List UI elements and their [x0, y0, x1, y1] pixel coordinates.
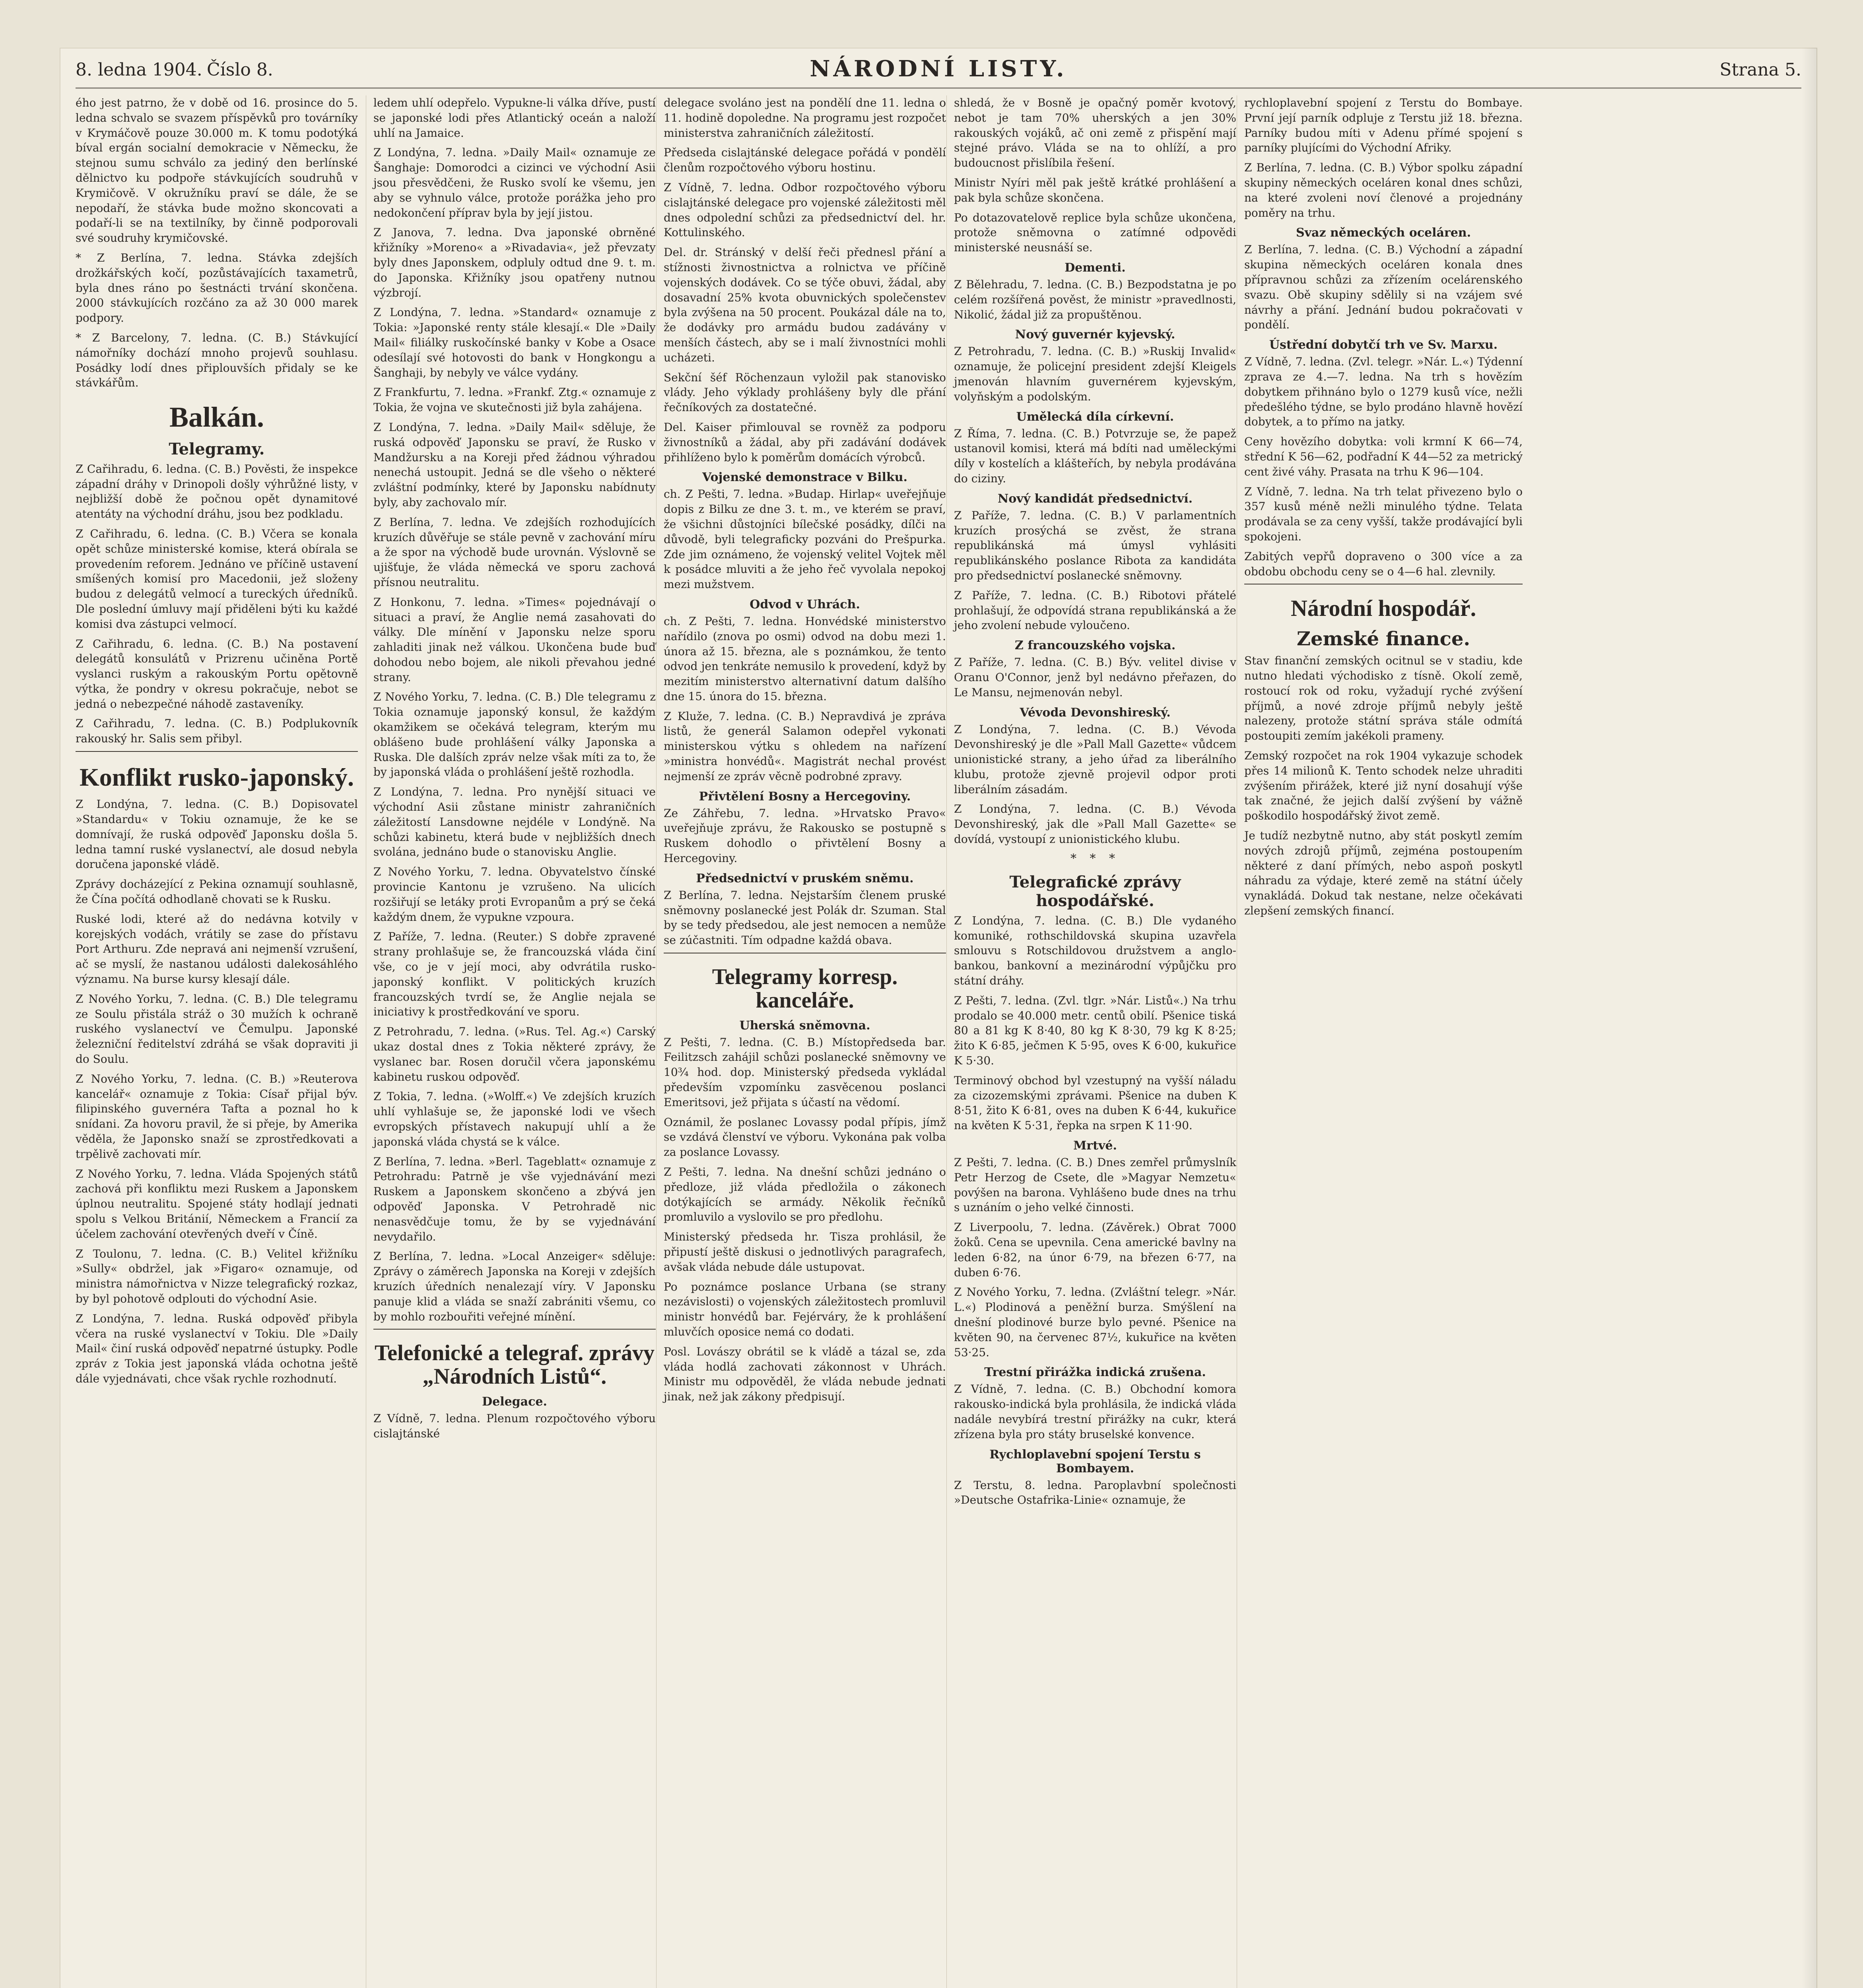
article-paragraph: Z Říma, 7. ledna. (C. B.) Potvrzuje se, že papež ustanovil komisi, která má bdíti nad uměleckými díly v kostelích a klášteřích, by nebyla prodávána do ciziny.: [954, 427, 1240, 485]
article-paragraph: Stav finanční zemských ocitnul se v stadiu, kde nutno hledati východisko z tísně. Okolí země, rostoucí rok od roku, vyžadují ryché zvýšení příjmů, a nové zdroje příjmů nebyly ještě nalezeny, protože státní správa stále odmítá postoupiti zemím jakékoli prameny.: [1244, 654, 1526, 743]
page-number: Strana 5.: [1719, 60, 1801, 80]
article-paragraph: Z Pešti, 7. ledna. (Zvl. tlgr. »Nár. Listů«.) Na trhu prodalo se 40.000 metr. centů obilí. Pšenice tiská 80 a 81 kg K 8·40, 80 kg K 8·30, 79 kg K 8·25; žito K 6·85, ječmen K 5·95, oves K 6·00, kukuřice K 5·30.: [954, 994, 1240, 1068]
issue-number: Číslo 8.: [207, 60, 273, 80]
article-paragraph: Z Pešti, 7. ledna. Na dnešní schůzi jednáno o předloze, již vláda předložila o zákonech dotýkajících se armády. Několik řečníků promluvilo a vyslovilo se pro předlohu.: [664, 1165, 950, 1224]
subsection-heading: Nový guvernér kyjevský.: [1015, 328, 1175, 342]
paper-edge-shadow: [1801, 48, 1817, 1988]
article-paragraph: Z Pešti, 7. ledna. (C. B.) Dnes zemřel průmyslník Petr Herzog de Csete, dle »Magyar Nemzetu« povýšen na barona. Vyhlášeno bude dnes na trhu s uznáním o jeho velké činnosti.: [954, 1156, 1240, 1214]
article-paragraph: Z Terstu, 8. ledna. Paroplavbní společnosti »Deutsche Ostafrika-Linie« oznamuje, že: [954, 1478, 1240, 1507]
subsection-heading: Delegace.: [482, 1394, 547, 1409]
article-paragraph: shledá, že v Bosně je opačný poměr kvotový, nebot je tam 70% uherských a jen 30% rakouských vojáků, ač oni země z přispění mají stejné právo. Vláda se na to ohlíží, a pro budoucnost přislíbila řešení.: [954, 96, 1240, 170]
article-paragraph: Z Tokia, 7. ledna. (»Wolff.«) Ve zdejších kruzích uhlí vyhlašuje se, že japonské lodi ve všech evropských přístavech nakupují uhlí a že japonská vláda chystá se k válce.: [373, 1090, 659, 1148]
article-paragraph: Z Berlína, 7. ledna. Nejstarším členem pruské sněmovny poslanecké jest Polák dr. Szuman. Stal by se tedy předsedou, ale jest nemocen a nemůže se zúčastniti. Tím odpadne každá obava.: [664, 888, 950, 947]
article-paragraph: Z Londýna, 7. ledna. (C. B.) Dle vydaného komuniké, rothschildovská skupina uzavřela smlouvu s Rotschildovou družstvem a anglo-bankou, bankovní a mezinárodní výpůjčku pro státní dráhy.: [954, 914, 1240, 988]
article-paragraph: Z Berlína, 7. ledna. Ve zdejších rozhodujících kruzích důvěřuje se stále pevně v zachování míru a že spor na východě bude urovnán. Výslovně se ujišťuje, že vláda německá ve sporu zachová přísnou neutralitu.: [373, 515, 659, 589]
article-paragraph: Z Berlína, 7. ledna. (C. B.) Výbor spolku západní skupiny německých oceláren konal dnes schůzi, na které zvoleni noví členové a projednány poměry na trhu.: [1244, 161, 1526, 219]
subsection-heading: Dementi.: [1065, 260, 1126, 275]
article-paragraph: Z Paříže, 7. ledna. (C. B.) V parlamentních kruzích prosýchá se zvěst, že strana republikánská má úmysl vyhlásiti republikánského poslance Ribota za kandidáta pro předsednictví poslanecké sněmovny.: [954, 509, 1240, 582]
article-paragraph: Zprávy docházející z Pekina oznamují souhlasně, že Čína počítá odhodlaně chovati se k Rusku.: [76, 878, 361, 906]
article-paragraph: Předseda cislajtánské delegace pořádá v pondělí členům rozpočtového výboru hostinu.: [664, 146, 950, 175]
subsection-heading: Rychloplavební spojení Terstu s Bombayem.: [989, 1447, 1201, 1475]
subsection-heading: Telegramy.: [169, 439, 265, 458]
article-paragraph: Oznámil, že poslanec Lovassy podal přípis, jímž se vzdává členství ve výboru. Vykonána pak volba za poslance Lovassy.: [664, 1115, 950, 1159]
article-paragraph: Z Paříže, 7. ledna. (C. B.) Ribotovi přátelé prohlašují, že odpovídá strana republikánská a že jeho zvolení nebude vyloučeno.: [954, 588, 1240, 632]
article-paragraph: Z Berlína, 7. ledna. »Berl. Tageblatt« oznamuje z Petrohradu: Patrně je vše vyjednávání mezi Ruskem a Japonskem skončeno a zbývá jen odpověď Japonska. V Petrohradě nic nenasvědčuje tomu, že by se vyjednávání nevydařilo.: [373, 1155, 659, 1243]
article-paragraph: Z Londýna, 7. ledna. »Standard« oznamuje z Tokia: »Japonské renty stále klesají.« Dle »Daily Mail« filiálky ruskočínské banky v Kobe a Osace odesílají své hotovosti do bank v Hongkongu a Šanghaji, by nebyly ve válce vydány.: [373, 306, 659, 379]
article-paragraph: Z Nového Yorku, 7. ledna. (C. B.) »Reuterova kancelář« oznamuje z Tokia: Císař přijal býv. filipinského guvernéra Tafta a poznal ho k snídani. Za hovoru pravil, že si přeje, by Amerika věděla, že Japonsko snaží se zprostředkovati a trpělivě zachovati mír.: [76, 1072, 361, 1161]
article-paragraph: Z Nového Yorku, 7. ledna. (Zvláštní telegr. »Nár. L.«) Plodinová a peněžní burza. Smýšlení na dnešní plodinové burze bylo pevné. Pšenice na květen 90, na červenec 87½, kukuřice na květen 53·25.: [954, 1285, 1240, 1359]
article-paragraph: Del. Kaiser přimlouval se rovněž za podporu živnostníků a žádal, aby při zadávání dodávek přihlíženo bylo k poměrům domácích výrobců.: [664, 420, 950, 464]
column-5: [1237, 95, 1526, 1988]
article-paragraph: Z Berlína, 7. ledna. (C. B.) Východní a západní skupina německých oceláren konala dnes přípravnou schůzi za zřízením ocelárenského svazu. Obě skupiny sdělily si na vzájem své návrhy a přání. Jednání budou pokračovati v pondělí.: [1244, 243, 1526, 332]
article-paragraph: Z Londýna, 7. ledna. (C. B.) Dopisovatel »Standardu« v Tokiu oznamuje, že ke se domnívají, že ruská odpověď Japonsku došla 5. ledna tamní ruské vyslanectví, ale dosud nebyla doručena japonské vládě.: [76, 798, 361, 871]
article-paragraph: Z Londýna, 7. ledna. Pro nynější situaci ve východní Asii zůstane ministr zahraničních záležitostí Lansdowne nejdéle v Londýně. Na schůzi kabinetu, která bude v nejbližších dnech svolána, jednáno bude o stanovisku Anglie.: [373, 785, 659, 859]
subsection-heading: Ústřední dobytčí trh ve Sv. Marxu.: [1269, 338, 1498, 352]
article-paragraph: Z Nového Yorku, 7. ledna. Obyvatelstvo čínské provincie Kantonu je vzrušeno. Na ulicích rozšiřují se letáky proti Evropanům a prý se čeká každým dnem, že vypukne vzpoura.: [373, 865, 659, 924]
subsection-heading: Odvod v Uhrách.: [750, 597, 860, 612]
article-paragraph: Z Paříže, 7. ledna. (C. B.) Býv. velitel divise v Oranu O'Connor, jenž byl nedávno přeřazen, do Le Mansu, nejmenován nebyl.: [954, 656, 1240, 699]
article-paragraph: Je tudíž nezbytně nutno, aby stát poskytl zemím nových zdrojů příjmů, zejména postoupením některé z daní přímých, nebo aspoň poskytl náhradu za výdaje, které země na státní účely vynakládá. Dokud tak nestane, nelze očekávati zlepšení zemských financí.: [1244, 829, 1526, 917]
article-paragraph: Z Petrohradu, 7. ledna. (»Rus. Tel. Ag.«) Carský ukaz dostal dnes z Tokia některé zprávy, že vyslanec bar. Rosen doručil včera japonskému kabinetu ruskou odpověď.: [373, 1025, 659, 1083]
article-paragraph: Z Vídně, 7. ledna. Plenum rozpočtového výboru cislajtánské: [373, 1411, 659, 1440]
article-paragraph: Z Vídně, 7. ledna. Odbor rozpočtového výboru cislajtánské delegace pro vojenské záležitosti měl dnes odpolední schůzi za předsednictví del. hr. Kottulinského.: [664, 181, 950, 239]
subsection-heading: Uherská sněmovna.: [739, 1018, 870, 1033]
article-paragraph: Del. dr. Stránský v delší řeči přednesl přání a stížnosti živnostnictva a rolnictva ve příčině vojenských dodávek. Co se týče obuvi, žádal, aby dosavadní 25% kvota obuvnických společenstev byla zvýšena na 50 procent. Poukázal dále na to, že dodávky pro armádu budou zadávány v menších částech, aby se i malí živnostníci mohli ucházeti.: [664, 246, 950, 364]
newspaper-page: [60, 48, 1817, 1988]
column-4: [946, 95, 1240, 1988]
divider: [373, 1329, 656, 1330]
article-paragraph: Sekční šéf Röchenzaun vyložil pak stanovisko vlády. Jeho výklady prohlášeny byly dle přání řečníkových za dostatečné.: [664, 371, 950, 414]
article-paragraph: ch. Z Pešti, 7. ledna. »Budap. Hirlap« uveřejňuje dopis z Bilku ze dne 3. t. m., ve kterém se praví, že všichni důstojníci bílečské posádky, dílči na důvodě, byli telegraficky pozváni do Prešpurka. Zde jim oznámeno, že vojenský velitel Vojtek měl k posádce mluviti a že jeho řeč vyvolala nepokoj mezi mužstvem.: [664, 487, 950, 591]
article-paragraph: Zemský rozpočet na rok 1904 vykazuje schodek přes 14 milionů K. Tento schodek nelze uhraditi zvýšením přirážek, které již nyní dosahují výše tak značné, že jejich další zvýšení by vážně poškodilo hospodářský život země.: [1244, 749, 1526, 823]
section-heading: Telegramy korresp. kanceláře.: [712, 965, 898, 1013]
article-paragraph: Z Vídně, 7. ledna. Na trh telat přivezeno bylo o 357 kusů méně nežli minulého týdne. Telata prodávala se za ceny vyšší, takže prodávající byli spokojeni.: [1244, 485, 1526, 543]
subsection-heading: Mrtvé.: [1073, 1139, 1117, 1153]
article-paragraph: Zabitých vepřů dopraveno o 300 více a za obdobu obchodu ceny se o 4—6 hal. zlevnily.: [1244, 549, 1526, 578]
issue-date: 8. ledna 1904.: [76, 60, 202, 80]
section-heading: Konflikt rusko-japonský.: [80, 763, 354, 792]
section-heading: Národní hospodář.: [1290, 595, 1476, 621]
subsection-heading: Zemské finance.: [1296, 628, 1471, 650]
article-paragraph: Z Londýna, 7. ledna. »Daily Mail« sděluje, že ruská odpověď Japonsku se praví, že Rusko v Mandžursku a na Koreji před žádnou výhradou nenechá ustoupit. Jedná se dle všeho o některé zvláštní podmínky, které by Japonsku nabídnuty byly, aby zachovalo mír.: [373, 420, 659, 509]
article-paragraph: Z Londýna, 7. ledna. Ruská odpověď přibyla včera na ruské vyslanectví v Tokiu. Dle »Daily Mail« činí ruská odpověď nepatrné ústupky. Podle zpráv z Tokia jest japonská vláda ochotna ještě dále vyjednávati, chce však rychle rozhodnutí.: [76, 1312, 361, 1385]
subsection-heading: Trestní přirážka indická zrušena.: [984, 1365, 1206, 1380]
article-paragraph: Ceny hovězího dobytka: voli krmní K 66—74, střední K 56—62, podřadní K 44—52 za metrický cent živé váhy. Prasata na trhu K 96—104.: [1244, 435, 1526, 478]
article-paragraph: Ruské lodi, které až do nedávna kotvily v korejských vodách, vrátily se zase do přístavu Port Arthuru. Zde nepravá ani nejmenší vzrušení, ač se myslí, že nastanou události dalekosáhlého významu. Na burse kursy klesají dále.: [76, 912, 361, 986]
article-paragraph: Z Cařihradu, 7. ledna. (C. B.) Podplukovník rakouský hr. Salis sem přibyl.: [76, 717, 361, 746]
article-paragraph: Z Nového Yorku, 7. ledna. (C. B.) Dle telegramu z Tokia oznamuje japonský konsul, že každým okamžikem se očekává telegram, kterým mu oblášeno bude prohlášení války Japonska a Ruska. Dle dalších zpráv nelze však míti za to, že by japonská vláda o prohlášení ještě rozhodla.: [373, 690, 659, 779]
article-paragraph: Po dotazovatelově replice byla schůze ukončena, protože sněmovna o zatímné odpovědi ministerské neusnáší se.: [954, 211, 1240, 254]
article-paragraph: Z Kluže, 7. ledna. (C. B.) Nepravdivá je zpráva listů, že generál Salamon odepřel vykonati ministerskou výtku s ohledem na nařízení »ministra honvédů«. Magistrát nechal provést nejmenší ze zpráv věcně podrobné zpravy.: [664, 709, 950, 783]
article-paragraph: * Z Berlína, 7. ledna. Stávka zdejších drožkářských kočí, pozůstávajících taxametrů, byla dnes ráno po šestnácti trvání skončena. 2000 stávkujících rozčáno za až 30 000 marek podpory.: [76, 251, 361, 325]
section-heading: Telefonické a telegraf. zprávy „Národních Listů“.: [375, 1341, 655, 1389]
article-paragraph: Z Cařihradu, 6. ledna. (C. B.) Včera se konala opět schůze ministerské komise, která obírala se provedením reforem. Jednáno ve příčině ustavení smíšených komisí pro Macedonii, jež složeny budou z delegátů velmocí a tureckých úředníků. Dle poslední úmluvy mají přiděleni býti ku každé komisi dva zástupci velmocí.: [76, 527, 361, 631]
article-paragraph: Z Londýna, 7. ledna. (C. B.) Vévoda Devonshireský, jak dle »Pall Mall Gazette« se dovídá, vystoupí z unionistického klubu.: [954, 802, 1240, 846]
article-paragraph: Z Janova, 7. ledna. Dva japonské obrněné křižníky »Moreno« a »Rivadavia«, jež převzaty byly dnes Japonskem, odpluly odtud dne 9. t. m. do Japonska. Křižníky jsou opatřeny nutnou výzbrojí.: [373, 226, 659, 299]
article-paragraph: Z Berlína, 7. ledna. »Local Anzeiger« sděluje: Zprávy o záměrech Japonska na Koreji v zdejších kruzích úředních nenalezají víry. V Japonsku panuje klid a vláda se snaží zabrániti všemu, co by mohlo rozbouřiti veřejné mínění.: [373, 1250, 659, 1323]
section-heading: Telegrafické zprávy hospodářské.: [1009, 872, 1181, 910]
article-paragraph: Z Nového Yorku, 7. ledna. Vláda Spojených států zachová při konfliktu mezi Ruskem a Japonskem úplnou neutralitu. Spojené státy hodlají jednati spolu s Velkou Británií, Německem a Francií za účelem zachování otevřených dveří v Číně.: [76, 1167, 361, 1241]
article-paragraph: ého jest patrno, že v době od 16. prosince do 5. ledna schvalo se svazem příspěvků pro továrníky v Krymáčově pouze 30.000 m. K tomu podotýká bíval ergán socialní demokracie v Německu, že stejnou sumu schválo za jediný den berlínské dělnictvo ku podpoře stávkujících soudruhů v Krymičově. V okružníku praví se dále, že se nepodaří, že stávka bude možno skoncovati a podaří-li se na textilníky, by činně podporovali své soudruhy krymičovské.: [76, 96, 361, 245]
article-paragraph: Z Pešti, 7. ledna. (C. B.) Místopředseda bar. Feilitzsch zahájil schůzi poslanecké sněmovny ve 10¾ hod. dop. Ministerský předseda vykládal především vzpomínku zasvěcenou poslanci Emeritsovi, jež přijata s účastí na vědomí.: [664, 1035, 950, 1109]
subsection-heading: Předsednictví v pruském sněmu.: [696, 871, 914, 885]
masthead: NÁRODNÍ LISTY.: [810, 56, 1067, 82]
article-paragraph: Z Honkonu, 7. ledna. »Times« pojednávají o situaci a praví, že Anglie nemá zasahovati do války. Dle mínění v Japonsku nelze sporu zahladiti jinak než válkou. Ukončena bude buď dohodou nebo bojem, ale nikoli převahou jedné strany.: [373, 595, 659, 684]
divider: [76, 751, 358, 752]
column-1: [76, 95, 361, 1988]
article-paragraph: Z Frankfurtu, 7. ledna. »Frankf. Ztg.« oznamuje z Tokia, že vojna ve skutečnosti již byla zahájena.: [373, 386, 659, 414]
article-paragraph: Z Londýna, 7. ledna. »Daily Mail« oznamuje ze Šanghaje: Domorodci a cizinci ve východní Asii jsou přesvědčeni, že Rusko svolí ke všemu, jen aby se vyhnulo válce, protože porážka jeho pro nedokončení příprav byla by její jistou.: [373, 146, 659, 219]
article-paragraph: Z Paříže, 7. ledna. (Reuter.) S dobře zpravené strany prohlašuje se, že francouzská vláda činí vše, co je v její moci, aby odvrátila rusko-japonský konflikt. V politických kruzích francouzských tvrdí se, že Anglie nejala se iniciativy k prostředkování ve sporu.: [373, 930, 659, 1019]
article-paragraph: ledem uhlí odepřelo. Vypukne-li válka dříve, pustí se japonské lodi přes Atlantický oceán a naloží uhlí na Jamaice.: [373, 96, 659, 140]
article-paragraph: Z Londýna, 7. ledna. (C. B.) Vévoda Devonshireský je dle »Pall Mall Gazette« vůdcem unionistické strany, a jeho úřad za liberálního klubu, protože zjevně projevil odpor proti liberálním zásadám.: [954, 722, 1240, 796]
section-heading: Balkán.: [169, 401, 264, 433]
article-paragraph: * Z Barcelony, 7. ledna. (C. B.) Stávkující námořníky dochází mnoho projevů souhlasu. Posádky lodí dnes připlouvších přidaly se ke stávkářům.: [76, 331, 361, 390]
subsection-heading: Vojenské demonstrace v Bilku.: [702, 470, 907, 485]
subsection-heading: Umělecká díla církevní.: [1016, 410, 1174, 424]
subsection-heading: Nový kandidát předsednictví.: [997, 491, 1193, 506]
article-paragraph: Z Vídně, 7. ledna. (C. B.) Obchodní komora rakousko-indická byla prohlásila, že indická vláda nadále nevybírá trestní přirážky na cukr, která zřízena byla pro státy bruselské konvence.: [954, 1382, 1240, 1441]
column-3: [656, 95, 950, 1988]
article-paragraph: Posl. Lovászy obrátil se k vládě a tázal se, zda vláda hodlá zachovati zákonnost v Uhrách. Ministr mu odpověděl, že vláda nebude jednati jinak, než jak zákony předpisují.: [664, 1345, 950, 1404]
columns: [76, 95, 1801, 1988]
subsection-heading: Z francouzského vojska.: [1014, 639, 1176, 653]
article-paragraph: Ministerský předseda hr. Tisza prohlásil, že připustí ještě diskusi o jednotlivých paragrafech, avšak vláda nebude dále ustupovat.: [664, 1230, 950, 1274]
page-header: [76, 52, 1801, 89]
article-paragraph: delegace svoláno jest na pondělí dne 11. ledna o 11. hodině dopoledne. Na programu jest rozpočet ministerstva zahraničních záležitostí.: [664, 96, 950, 140]
article-paragraph: Ze Záhřebu, 7. ledna. »Hrvatsko Pravo« uveřejňuje zprávu, že Rakousko se postupně s Ruskem dohodlo o přivtělení Bosny a Hercegoviny.: [664, 806, 950, 865]
article-paragraph: Z Vídně, 7. ledna. (Zvl. telegr. »Nár. L.«) Týdenní zprava ze 4.—7. ledna. Na trh s hovězím dobytkem přihnáno bylo o 1279 kusů více, nežli předešlého týdne, se bylo prodáno hlavně hovězí dobytek, a to přímo na jatky.: [1244, 355, 1526, 429]
column-2: [366, 95, 659, 1988]
article-paragraph: Z Liverpoolu, 7. ledna. (Závěrek.) Obrat 7000 žoků. Cena se upevnila. Cena americké bavlny na leden 6·82, na únor 6·79, na březen 6·77, na duben 6·76.: [954, 1221, 1240, 1279]
article-paragraph: Z Cařihradu, 6. ledna. (C. B.) Pověsti, že inspekce západní dráhy v Drinopoli došly výhrůžné listy, v nejbližší době že počnou opět dynamitové atentáty na východní dráhu, jsou bez podkladu.: [76, 462, 361, 521]
article-paragraph: ch. Z Pešti, 7. ledna. Honvédské ministerstvo nařídilo (znova po osmi) odvod na dobu mezi 1. února až 15. března, ale s poznámkou, že tento odvod jen tenkráte nemusilo k provedení, když by mezitím ministerstvo alternativní datum dalšího dne 15. února do 15. března.: [664, 614, 950, 703]
article-paragraph: Terminový obchod byl vzestupný na vyšší náladu za cizozemskými zprávami. Pšenice na duben K 8·51, žito K 6·81, oves na duben K 6·44, kukuřice na květen K 5·31, řepka na srpen K 11·90.: [954, 1074, 1240, 1132]
article-paragraph: Z Nového Yorku, 7. ledna. (C. B.) Dle telegramu ze Soulu přistála stráž o 30 mužích k ochraně ruského vyslanectví ve Čemulpu. Japonské železniční ředitelství zdráhá se však dopraviti ji do Soulu.: [76, 992, 361, 1066]
subsection-heading: Přivtělení Bosny a Hercegoviny.: [699, 789, 911, 804]
article-paragraph: Po poznámce poslance Urbana (se strany nezávislosti) o vojenských záležitostech promluvil ministr honvédů bar. Fejérváry, že k prohlášení mluvčích oposice nemá co dodati.: [664, 1280, 950, 1338]
article-paragraph: Z Petrohradu, 7. ledna. (C. B.) »Ruskij Invalid« oznamuje, že policejní president zdejší Kleigels jmenován hlavním guvernérem kyjevským, volyňským a podolským.: [954, 345, 1240, 403]
article-paragraph: Z Toulonu, 7. ledna. (C. B.) Velitel křižníku »Sully« obdržel, jak »Figaro« oznamuje, od ministra námořnictva v Nizze telegrafický rozkaz, by byl pohotově odplouti do východní Asie.: [76, 1247, 361, 1305]
section-separator: * * *: [1070, 851, 1120, 866]
article-paragraph: Z Bělehradu, 7. ledna. (C. B.) Bezpodstatna je po celém rozšířená pověst, že ministr »pravedlnosti, Nikolić, žádal již za propuštěnou.: [954, 278, 1240, 321]
subsection-heading: Svaz německých oceláren.: [1296, 226, 1471, 240]
article-paragraph: rychloplavební spojení z Terstu do Bombaye. První její parník odpluje z Terstu již 18. března. Parníky budou míti v Adenu přímé spojení s parníky plujícími do Východní Afriky.: [1244, 96, 1526, 155]
subsection-heading: Vévoda Devonshireský.: [1020, 705, 1171, 720]
article-paragraph: Z Cařihradu, 6. ledna. (C. B.) Na postavení delegátů konsulátů v Prizrenu učiněna Portě vyslanci ruským a rakouským Portu opětovně výtka, že pondry v okresu pokračuje, nebot se jedná o nebezpečné náhodě zastaveníky.: [76, 637, 361, 711]
article-paragraph: Ministr Nyíri měl pak ještě krátké prohlášení a pak byla schůze skončena.: [954, 176, 1240, 204]
